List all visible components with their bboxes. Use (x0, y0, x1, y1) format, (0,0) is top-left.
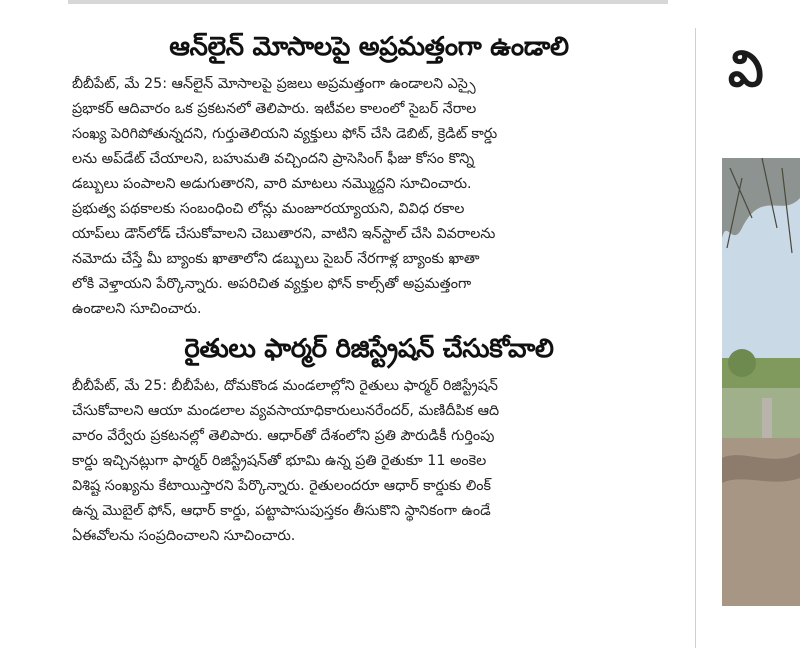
article-headline: రైతులు ఫార్మర్ రిజిస్ట్రేషన్ చేసుకోవాలి (184, 334, 554, 364)
article-body (72, 72, 666, 322)
body-line: వారం వేర్వేరు ప్రకటనల్లో తెలిపారు. ఆధార్‌తో దేశంలోని ప్రతి పౌరుడికీ గుర్తింపు (72, 428, 495, 444)
article-online-fraud (72, 30, 666, 322)
article-farmer-registration (72, 332, 666, 549)
body-line: కార్డు ఇచ్చినట్లుగా ఫార్మర్ రిజిస్ట్రేషన్‌తో భూమి ఉన్న ప్రతి రైతుకూ 11 అంకెల (72, 453, 487, 469)
body-line: డబ్బులు పంపాలని అడుగుతారని, వారి మాటలు నమ్మొద్దని సూచించారు. (72, 176, 472, 192)
body-line: ఏఈవోలను సంప్రదించాలని సూచించారు. (72, 528, 296, 544)
photo-tree (728, 349, 756, 377)
article-column (72, 20, 666, 549)
body-line: విశిష్ట సంఖ్యను కేటాయిస్తారని పేర్కొన్నారు. రైతులందరూ ఆధార్ కార్డుకు లింక్ (72, 478, 491, 494)
body-line: ఉన్న మొబైల్ ఫోన్, ఆధార్ కార్డు, పట్టాపాసుపుస్తకం తీసుకొని స్థానికంగా ఉండే (72, 503, 491, 519)
top-rule (68, 0, 668, 4)
body-line: సంఖ్య పెరిగిపోతున్నదని, గుర్తుతెలియని వ్యక్తులు ఫోన్ చేసి డెబిట్, క్రెడిట్ కార్డు (72, 126, 498, 142)
body-line: బీబీపేట్, మే 25: బీబీపేట, దోమకొండ మండలాల్లోని రైతులు ఫార్మర్ రిజిస్ట్రేషన్ (72, 378, 498, 394)
article-headline: ఆన్‌లైన్ మోసాలపై అప్రమత్తంగా ఉండాలి (169, 32, 569, 62)
landscape-photo-graphic (722, 158, 800, 606)
photo-field (722, 388, 800, 438)
body-line: ఉండాలని సూచించారు. (72, 301, 202, 317)
column-divider (695, 28, 696, 648)
adjacent-article-photo (722, 158, 800, 606)
article-body (72, 374, 666, 549)
body-line: యాప్‌లు డౌన్‌లోడ్ చేసుకోవాలని చెబుతారని, వాటిని ఇన్‌స్టాల్ చేసి వివరాలను (72, 226, 496, 242)
body-line: ప్రభాకర్ ఆదివారం ఒక ప్రకటనలో తెలిపారు. ఇటీవల కాలంలో సైబర్ నేరాల (72, 101, 477, 117)
body-line: ప్రభుత్వ పథకాలకు సంబంధించి లోన్లు మంజూరయ్యాయని, వివిధ రకాల (72, 201, 465, 217)
body-line: బీబీపేట్, మే 25: ఆన్‌లైన్ మోసాలపై ప్రజలు అప్రమత్తంగా ఉండాలని ఎస్సై (72, 76, 476, 92)
adjacent-article-headline: వి (728, 40, 764, 98)
photo-pillar (762, 398, 772, 438)
body-line: నమోదు చేస్తే మీ బ్యాంకు ఖాతాలోని డబ్బులు సైబర్ నేరగాళ్ల బ్యాంకు ఖాతా (72, 251, 480, 267)
body-line: చేసుకోవాలని ఆయా మండలాల వ్యవసాయాధికారులునరేందర్, మణిదీపిక ఆది (72, 403, 500, 419)
body-line: లను అప్‌డేట్ చేయాలని, బహుమతి వచ్చిందని ప్రాసెసింగ్ ఫీజు కోసం కొన్ని (72, 151, 475, 167)
body-line: లోకి వెళ్తాయని పేర్కొన్నారు. అపరిచిత వ్యక్తుల ఫోన్ కాల్స్‌తో అప్రమత్తంగా (72, 276, 472, 292)
